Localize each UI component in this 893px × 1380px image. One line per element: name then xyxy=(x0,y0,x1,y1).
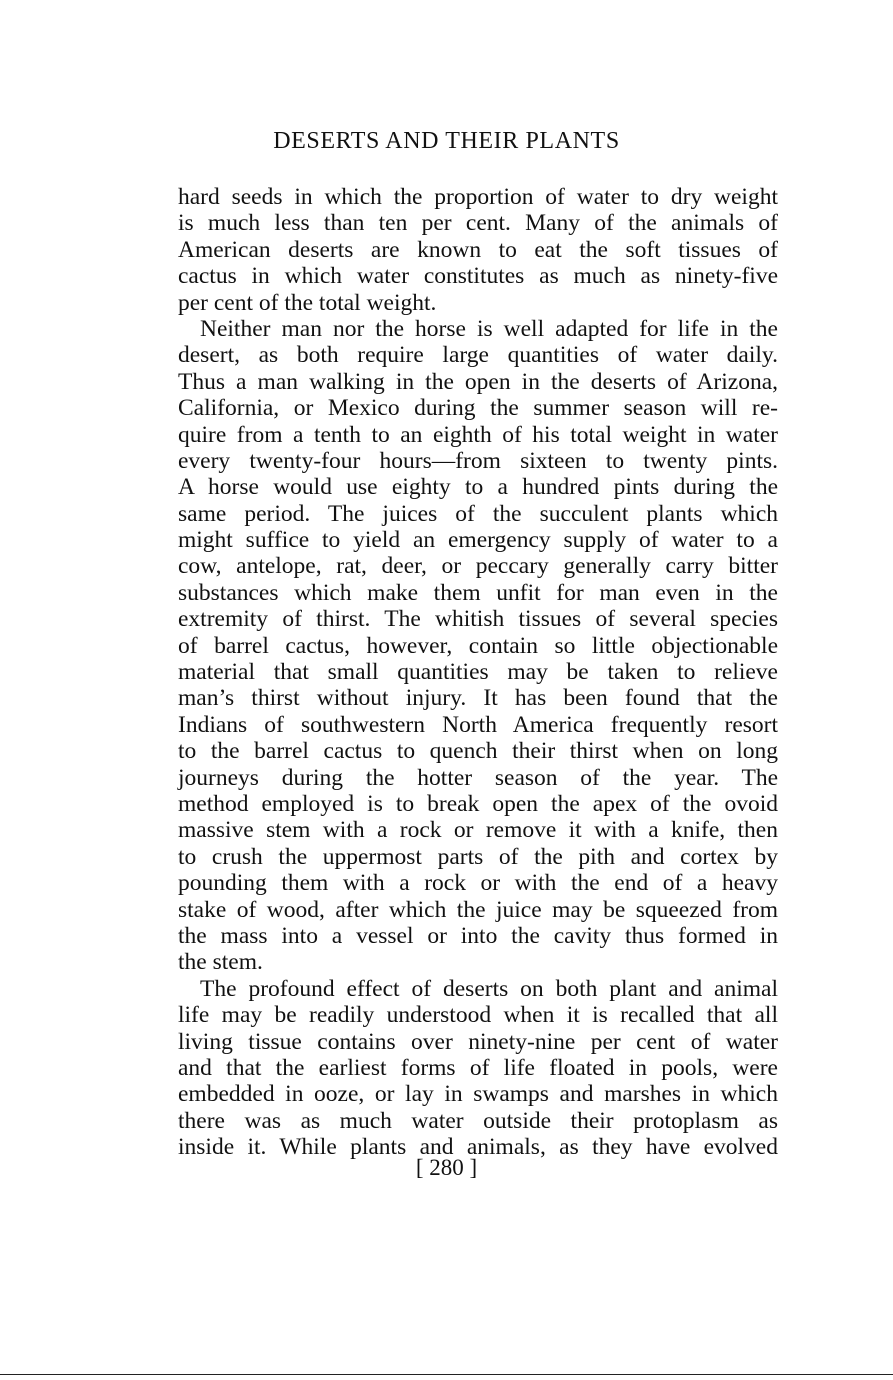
text-line: embedded in ooze, or lay in swamps and marshes in which xyxy=(178,1081,778,1108)
text-line: A horse would use eighty to a hundred pints during the xyxy=(178,474,778,501)
text-line: Neither man nor the horse is well adapted for life in the xyxy=(200,315,778,342)
text-line: Indians of southwestern North America frequently resort xyxy=(178,711,778,738)
text-line: pounding them with a rock or with the end of a heavy xyxy=(178,870,778,897)
text-line: journeys during the hotter season of the year. The xyxy=(178,764,778,791)
text-line: cactus in which water constitutes as much as ninety-five xyxy=(178,263,778,290)
text-line: life may be readily understood when it is recalled that all xyxy=(178,1002,778,1029)
text-line: per cent of the total weight. xyxy=(178,289,437,316)
text-line: there was as much water outside their protoplasm as xyxy=(178,1107,778,1134)
text-line: is much less than ten per cent. Many of the animals of xyxy=(178,210,778,237)
text-line: substances which make them unfit for man even in the xyxy=(178,579,778,606)
body-text xyxy=(178,184,778,1160)
text-line: might suffice to yield an emergency supply of water to a xyxy=(178,527,778,554)
text-line: desert, as both require large quantities of water daily. xyxy=(178,342,778,369)
paragraph xyxy=(178,976,778,1161)
text-line: The profound effect of deserts on both plant and animal xyxy=(200,975,778,1002)
text-line: to the barrel cactus to quench their thirst when on long xyxy=(178,738,778,765)
running-title: DESERTS AND THEIR PLANTS xyxy=(273,128,620,154)
text-line: Thus a man walking in the open in the deserts of Arizona, xyxy=(178,368,778,395)
text-line: man’s thirst without injury. It has been found that the xyxy=(178,685,778,712)
text-line: living tissue contains over ninety-nine per cent of water xyxy=(178,1028,778,1055)
text-line: to crush the uppermost parts of the pith and cortex by xyxy=(178,843,778,870)
scan-edge-line xyxy=(0,1374,893,1375)
page-number: [ 280 ] xyxy=(415,1155,478,1180)
text-line: extremity of thirst. The whitish tissues of several species xyxy=(178,606,778,633)
text-line: American deserts are known to eat the soft tissues of xyxy=(178,236,778,263)
text-line: the mass into a vessel or into the cavity thus formed in xyxy=(178,922,778,949)
text-line: material that small quantities may be taken to relieve xyxy=(178,659,778,686)
text-line: massive stem with a rock or remove it with a knife, then xyxy=(178,817,778,844)
text-line: cow, antelope, rat, deer, or peccary generally carry bitter xyxy=(178,553,778,580)
text-line: inside it. While plants and animals, as they have evolved xyxy=(178,1134,778,1161)
text-line: of barrel cactus, however, contain so little objectionable xyxy=(178,632,778,659)
text-line: and that the earliest forms of life floated in pools, were xyxy=(178,1054,778,1081)
text-line: method employed is to break open the apex of the ovoid xyxy=(178,790,778,817)
text-line: same period. The juices of the succulent plants which xyxy=(178,500,778,527)
text-line: quire from a tenth to an eighth of his total weight in water xyxy=(178,421,778,448)
text-line: hard seeds in which the proportion of water to dry weight xyxy=(178,184,778,210)
paragraph xyxy=(178,184,778,316)
paragraph xyxy=(178,316,778,976)
text-line: every twenty-four hours—from sixteen to twenty pints. xyxy=(178,447,778,474)
text-line: stake of wood, after which the juice may be squeezed from xyxy=(178,896,778,923)
text-line: California, or Mexico during the summer season will re- xyxy=(178,395,778,422)
text-line: the stem. xyxy=(178,949,263,976)
